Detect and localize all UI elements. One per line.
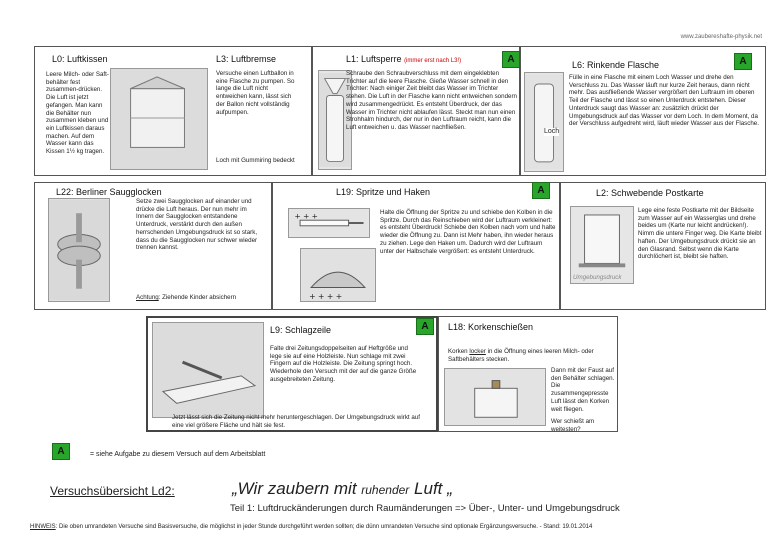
l6-task-badge: A xyxy=(734,53,752,70)
l18-text-1-post: in die Öffnung eines leeren Milch- oder Saftbehälters stecken. xyxy=(448,348,594,363)
glass-postcard-image xyxy=(571,207,633,283)
l9-task-badge: A xyxy=(416,318,434,335)
l2-text: Lege eine feste Postkarte mit der Bildseite zum Wasser auf ein Wasserglas und drehe beides um (Karte nur leicht andrücken!). Nimm die untere Finger weg. Die Karte bleibt haften. Der Umgebungsdruck drückt sie an den Glasrand. Selbst wenn die Karte durchlöchert ist, bleibt sie haften. xyxy=(638,207,762,261)
website-url: www.zaubereshafte-physik.net xyxy=(680,34,762,40)
newspaper-board-image xyxy=(153,323,263,417)
headline-part-3: Luft „ xyxy=(409,479,453,498)
l19-photo-syringe xyxy=(288,208,370,238)
l6-text: Fülle in eine Flasche mit einem Loch Wasser und drehe den Verschluss zu. Das Wasser läuft nur kurze Zeit heraus, dann nicht mehr. Das ausfließende Wasser vergrößert den Luftraum im oberen Teil der Flasche und lässt so einen Unterdruck entstehen. Dieser Unterdruck saugt das Wasser an: zusätzlich drückt der Umgebungsdruck auf das Wasser vor dem Loch. In dem Moment, da der Verschluss aufgedreht wird, läuft wieder Wasser aus der Flasche. xyxy=(569,74,759,128)
l18-photo xyxy=(444,368,546,426)
l18-text-2: Dann mit der Faust auf den Behälter schlagen. Die zusammengepresste Luft lässt den Korken weit fliegen. xyxy=(551,367,615,413)
l9-text-2: Jetzt lässt sich die Zeitung nicht mehr heruntergeschlagen. Der Umgebungsdruck wirkt auf eine viel größere Fläche und hält sie fest. xyxy=(172,414,420,429)
l18-text-1 xyxy=(448,348,614,363)
hint-text: : Die oben umrandeten Versuche sind Basisversuche, die möglichst in jeder Stunde durchgeführt werden sollten; die dünn umrandeten Versuche sind optionale Ergänzungsversuche. - Stand: 19.01.2014 xyxy=(55,524,593,530)
svg-text:+ + +: + + + xyxy=(294,211,318,221)
l2-photo-label: Umgebungsdruck xyxy=(573,274,622,281)
l0-text: Leere Milch- oder Saft-behälter fest zusammen-drücken. Die Luft ist jetzt gefangen. Man kann die Behälter nun zusammen kleben und ein Luftkissen daraus machen. Auf dem Wasser kann das Kissen 1½ kg tragen. xyxy=(46,71,109,156)
l6-title: L6: Rinkende Flasche xyxy=(572,60,660,70)
carton-cork-image xyxy=(445,369,545,425)
l18-text-1-link: locker xyxy=(469,348,486,355)
legend-badge: A xyxy=(52,443,70,460)
l1-title-note: (immer erst nach L3!) xyxy=(404,58,462,64)
l9-title: L9: Schlagzeile xyxy=(270,325,332,335)
l3-text-1: Versuche einen Luftballon in eine Flasche zu pumpen. So lange die Luft nicht entweichen kann, lässt sich der Ballon nicht vollständig aufpumpen. xyxy=(216,70,295,116)
l22-caution xyxy=(136,294,272,302)
l0-title: L0: Luftkissen xyxy=(52,54,108,64)
l22-text: Setze zwei Saugglocken auf einander und drücke die Luft heraus. Der nun mehr im Innern der Saugglocken entstandene Unterdruck, verstärkt durch den außen herrschenden Umgebungsdruck ist so stark, dass du die Saugglocken nur schwer wieder trennen kannst. xyxy=(136,198,258,252)
l18-text-1-pre: Korken xyxy=(448,348,470,355)
svg-text:+ + + +: + + + + xyxy=(309,292,343,301)
l22-title: L22: Berliner Saugglocken xyxy=(56,187,162,197)
l1-task-badge: A xyxy=(502,51,520,68)
legend-text: = siehe Aufgabe zu diesem Versuch auf dem Arbeitsblatt xyxy=(90,451,266,458)
overview-label: Versuchsübersicht Ld2: xyxy=(50,484,175,498)
l18-title: L18: Korkenschießen xyxy=(448,322,534,332)
milk-carton-image xyxy=(111,69,207,169)
l19-text: Halte die Öffnung der Spritze zu und schiebe den Kolben in die Spritze. Durch das Reinschieben wird der Luftraum verkleinert: es entsteht Überdruck! Schiebe den Kolben nach vorn und halte wieder die Öffnung zu. Dann ist Mehr haben, ihn wieder heraus zu ziehen. Lege den Haken um. Dadurch wird der Luftraum unter der Halbschale vergrößert: es entsteht Unterdruck. xyxy=(380,209,556,255)
page-subtitle: Teil 1: Luftdruckänderungen durch Raumänderungen => Über-, Unter- und Umgebungsdruck xyxy=(230,503,620,514)
l22-caution-text: : Ziehende Kinder absichern xyxy=(158,294,237,301)
suction-cups-image xyxy=(49,199,109,301)
hint-label: HINWEIS xyxy=(30,524,56,530)
l1-title xyxy=(346,54,461,64)
l22-photo xyxy=(48,198,110,302)
l1-title-main: L1: Luftsperre xyxy=(346,54,402,64)
syringe-image xyxy=(289,209,369,237)
hint-footer xyxy=(30,524,592,530)
l19-task-badge: A xyxy=(532,182,550,199)
hook-halfshell-image xyxy=(301,249,375,301)
l22-caution-label: Achtung xyxy=(136,294,159,301)
l19-title: L19: Spritze und Haken xyxy=(336,187,431,197)
l3-text-2: Loch mit Gummiring bedeckt xyxy=(216,157,295,164)
l2-title: L2: Schwebende Postkarte xyxy=(596,188,704,198)
headline-part-2: ruhender xyxy=(361,483,410,497)
l3-title: L3: Luftbremse xyxy=(216,54,277,64)
leaking-bottle-image xyxy=(525,73,563,171)
l9-photo xyxy=(152,322,264,418)
l0-photo xyxy=(110,68,208,170)
l18-text-3: Wer schießt am weitesten? xyxy=(551,418,595,433)
l19-photo-hook xyxy=(300,248,376,302)
l2-photo xyxy=(570,206,634,284)
l6-label-loch: Loch xyxy=(544,128,560,135)
l9-text-1: Falte drei Zeitungsdoppelseiten auf Heftgröße und lege sie auf eine Holzleiste. Nun schlage mit zwei Fingern auf die Holzleiste. Die Zeitung springt hoch. Wiederhole den Versuch mit der auf die ganze Größe ausgebreiteten Zeitung. xyxy=(270,345,417,383)
page-headline xyxy=(232,479,453,499)
l6-photo xyxy=(524,72,564,172)
l1-text: Schraube den Schraubverschluss mit dem eingeklebten Trichter auf die leere Flasche. Gieße Wasser schnell in den Trichter: Nach einiger Zeit bleibt das Wasser im Trichter stehen. Die Luft in der Flasche kann nicht entweichen sondern wird zusammengedrückt. Es entsteht Überdruck, der das Wasser im Trichter nicht ablaufen lässt. Steckt man nun einen Strohhalm hindurch, der nur in den Luftraum reicht, kann die Luft entweichen u. das Wasser nachfließen. xyxy=(346,70,517,131)
headline-part-1: „Wir zaubern mit xyxy=(232,479,362,498)
